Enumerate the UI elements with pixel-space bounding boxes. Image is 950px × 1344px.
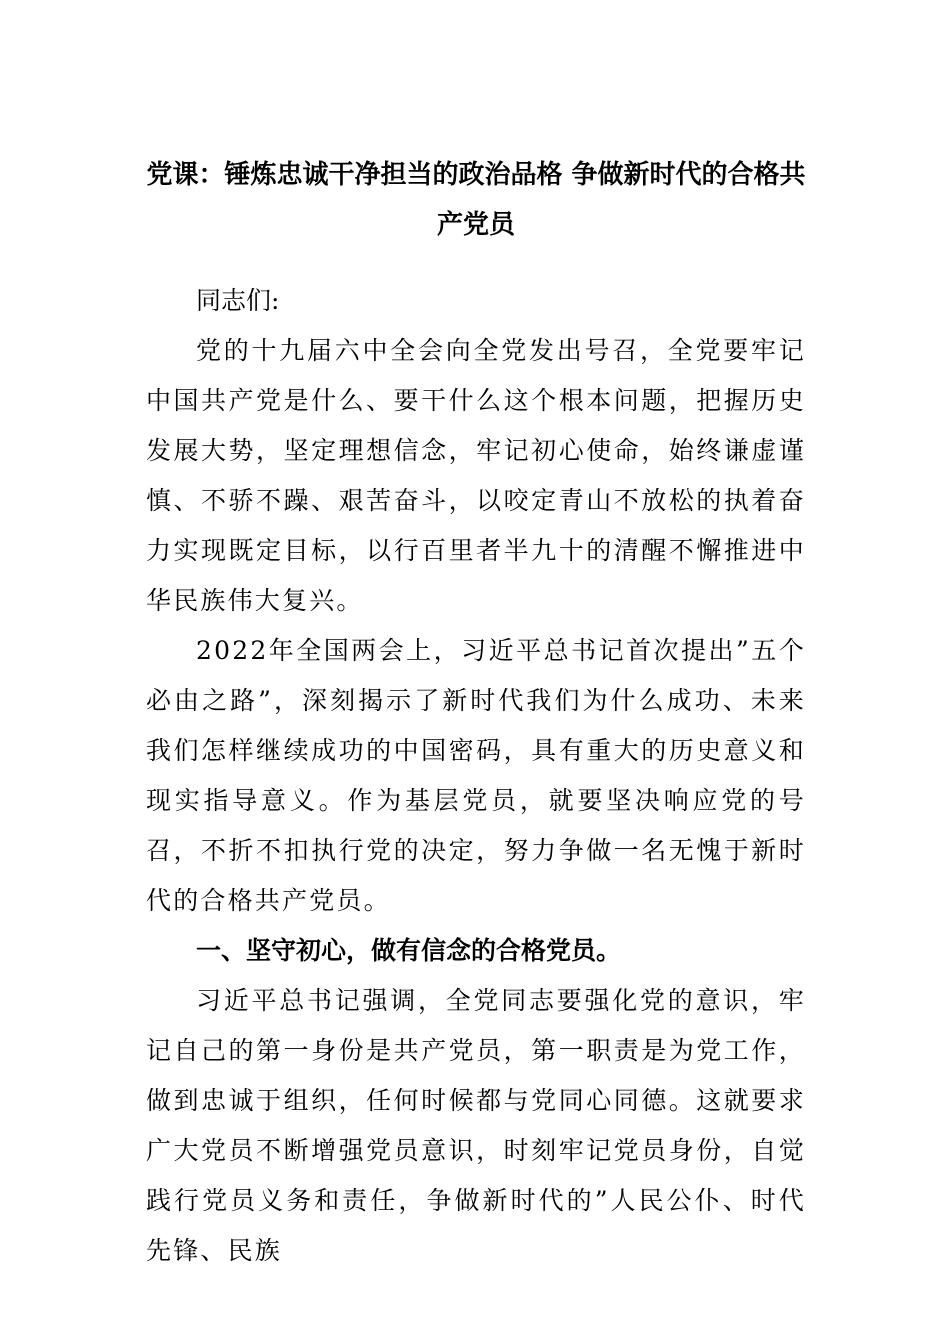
salutation: 同志们:: [196, 286, 280, 315]
document-title: 党课：锤炼忠诚干净担当的政治品格 争做新时代的合格共产党员: [146, 160, 806, 240]
paragraph: 党的十九届六中全会向全党发出号召，全党要牢记中国共产党是什么、要干什么这个根本问题，把握历史发展大势，坚定理想信念，牢记初心使命，始终谦虚谨慎、不骄不躁、艰苦奋斗，以咬定青山不放松的执着奋力实现既定目标，以行百里者半九十的清醒不懈推进中华民族伟大复兴。: [146, 336, 806, 615]
paragraph: 习近平总书记强调，全党同志要强化党的意识，牢记自己的第一身份是共产党员，第一职责是为党工作，做到忠诚于组织，任何时候都与党同心同德。这就要求广大党员不断增强党员意识，时刻牢记党员身份，自觉践行党员义务和责任，争做新时代的”人民公仆、时代先锋、民族: [146, 986, 806, 1265]
section-heading: 一、坚守初心，做有信念的合格党员。: [196, 936, 622, 965]
document-body: [146, 150, 806, 1276]
paragraph: 2022年全国两会上，习近平总书记首次提出”五个必由之路”，深刻揭示了新时代我们为什么成功、未来我们怎样继续成功的中国密码，具有重大的历史意义和现实指导意义。作为基层党员，就要坚决响应党的号召，不折不扣执行党的决定，努力争做一名无愧于新时代的合格共产党员。: [146, 636, 806, 915]
